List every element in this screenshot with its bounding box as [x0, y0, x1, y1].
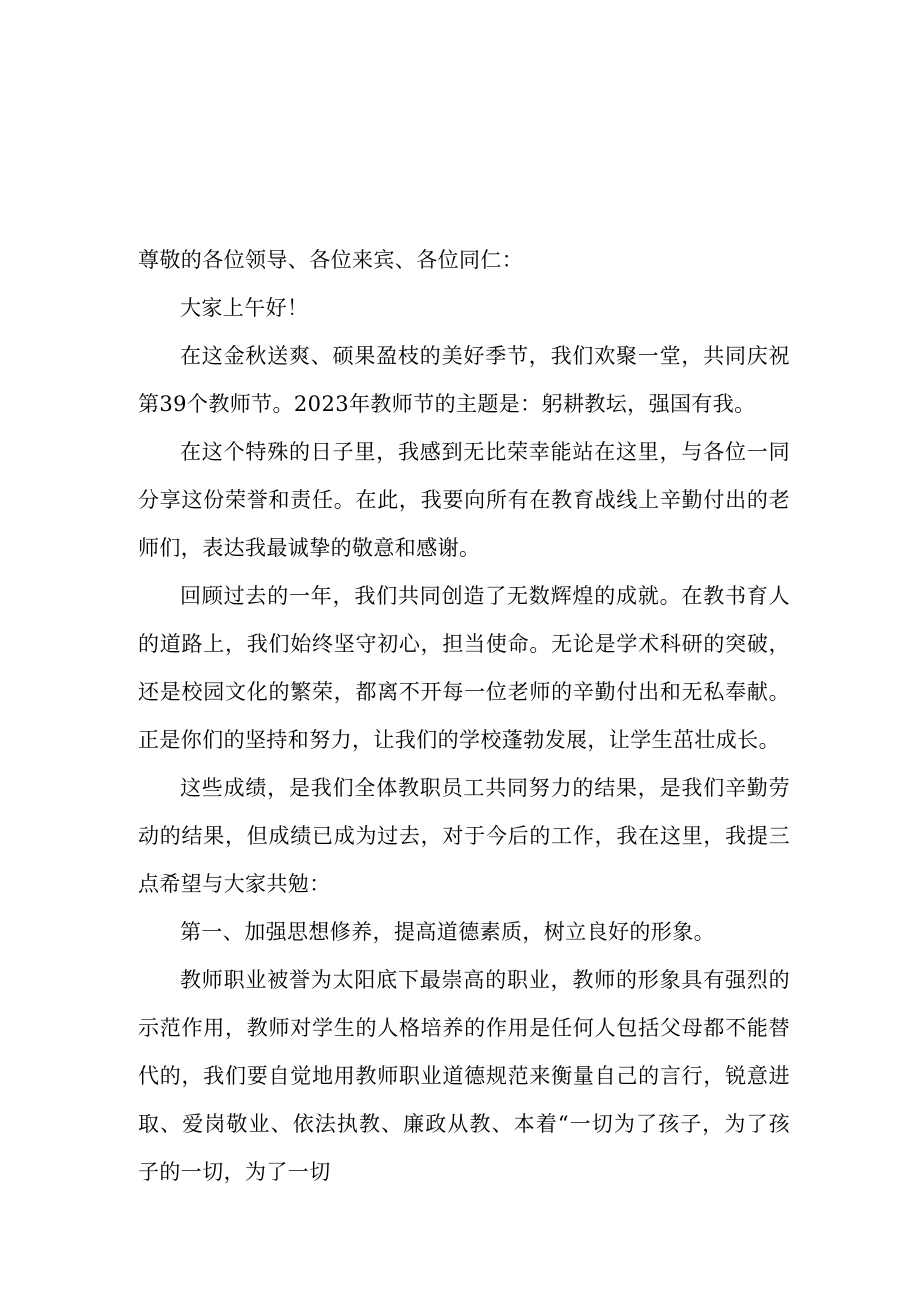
salutation: 尊敬的各位领导、各位来宾、各位同仁：: [138, 248, 524, 272]
gratitude-paragraph: 在这个特殊的日子里，我感到无比荣幸能站在这里，与各位一同分享这份荣誉和责任。在此，我要向所有在教育战线上辛勤付出的老师们，表达我最诚挚的敬意和感谢。: [138, 440, 790, 560]
greeting-paragraph: 大家上午好！: [180, 296, 309, 320]
expectations-intro-paragraph: 这些成绩，是我们全体教职员工共同努力的结果，是我们辛勤劳动的结果，但成绩已成为过去，对于今后的工作，我在这里，我提三点希望与大家共勉：: [138, 776, 790, 896]
first-expectation-heading: 第一、加强思想修养，提高道德素质，树立良好的形象。: [180, 920, 715, 944]
review-paragraph: 回顾过去的一年，我们共同创造了无数辉煌的成就。在教书育人的道路上，我们始终坚守初心，担当使命。无论是学术科研的突破，还是校园文化的繁荣，都离不开每一位老师的辛勤付出和无私奉献。正是你们的坚持和努力，让我们的学校蓬勃发展，让学生茁壮成长。: [138, 584, 790, 752]
speech-body: [138, 236, 790, 1196]
teacher-role-paragraph: 教师职业被誉为太阳底下最崇高的职业，教师的形象具有强烈的示范作用，教师对学生的人格培养的作用是任何人包括父母都不能替代的，我们要自觉地用教师职业道德规范来衡量自己的言行，锐意进取、爱岗敬业、依法执教、廉政从教、本着“一切为了孩子，为了孩子的一切，为了一切: [138, 968, 790, 1184]
opening-paragraph: 在这金秋送爽、硕果盈枝的美好季节，我们欢聚一堂，共同庆祝第39个教师节。2023年教师节的主题是：躬耕教坛，强国有我。: [138, 344, 790, 416]
